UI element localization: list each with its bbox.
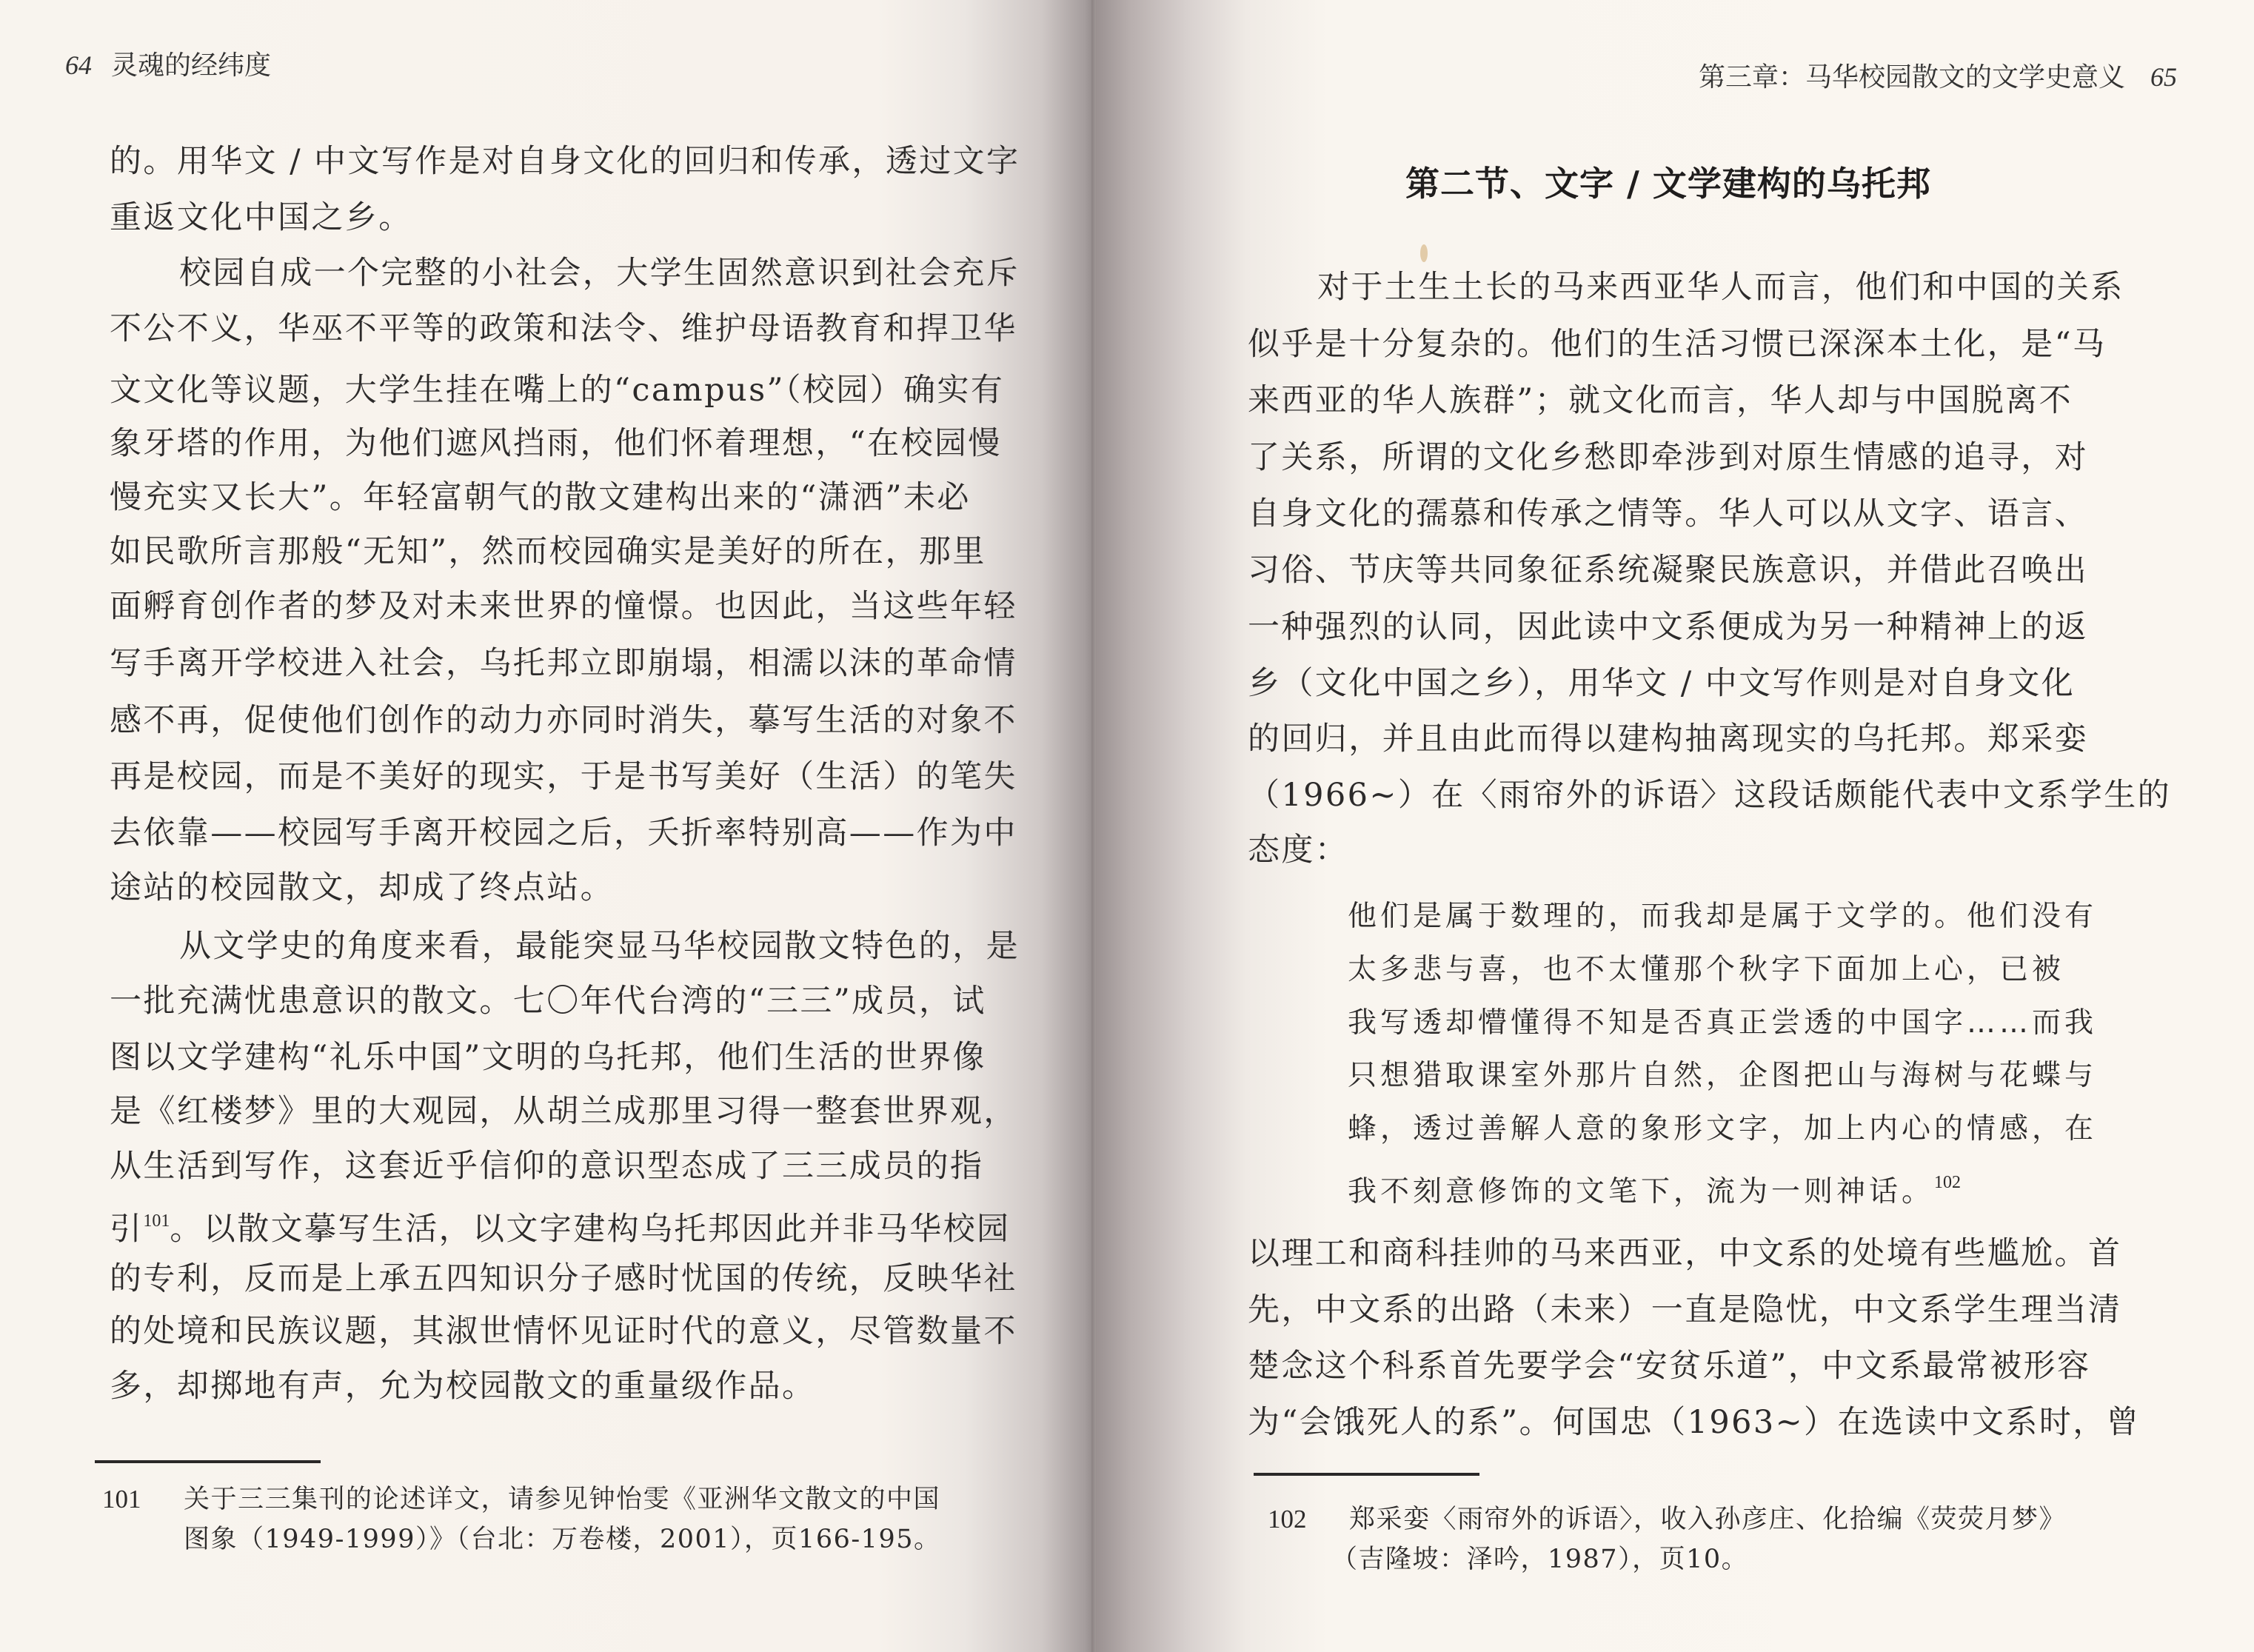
body-line: 写手离开学校进入社会，乌托邦立即崩塌，相濡以沫的革命情	[110, 645, 1017, 682]
body-line: 校园自成一个完整的小社会，大学生固然意识到社会充斥	[179, 255, 1020, 292]
footnote-text: 郑采娈〈雨帘外的诉语〉，收入孙彦庄、化拾编《荧荧月梦》	[1349, 1505, 2067, 1534]
running-head-left	[65, 44, 271, 82]
body-line: 了关系，所谓的文化乡愁即牵涉到对原生情感的追寻，对	[1248, 439, 2088, 476]
line-text: 。以散文摹写生活，以文字建构乌托邦因此并非马华校园	[170, 1211, 1011, 1248]
footnote-ref-101[interactable]: 101	[143, 1211, 170, 1231]
quote-line: 蜂，透过善解人意的象形文字，加上内心的情感，在	[1348, 1112, 2098, 1146]
body-line: 习俗、节庆等共同象征系统凝聚民族意识，并借此召唤出	[1248, 552, 2088, 589]
footnote-number: 101	[102, 1485, 141, 1514]
body-line: 一批充满忧患意识的散文。七〇年代台湾的“三三”成员，试	[110, 983, 986, 1020]
body-line: 的回归，并且由此而得以建构抽离现实的乌托邦。郑采娈	[1248, 720, 2088, 758]
quote-line: 他们是属于数理的，而我却是属于文学的。他们没有	[1348, 900, 2098, 933]
body-line: 的。用华文 / 中文写作是对自身文化的回归和传承，透过文字	[110, 143, 1020, 180]
right-page	[1096, 0, 2254, 1652]
body-line: 的专利，反而是上承五四知识分子感时忧国的传统，反映华社	[110, 1260, 1017, 1297]
book-title: 灵魂的经纬度	[111, 50, 272, 81]
body-line: 如民歌所言那般“无知”，然而校园确实是美好的所在，那里	[110, 533, 986, 570]
footnote-text: 关于三三集刊的论述详文，请参见钟怡雯《亚洲华文散文的中国	[184, 1485, 941, 1514]
body-line: 从文学史的角度来看，最能突显马华校园散文特色的，是	[179, 928, 1020, 965]
footnote-rule	[95, 1460, 321, 1463]
footnote-101-cont: 图象（1949-1999）》（台北：万卷楼，2001），页166-195。	[184, 1525, 941, 1554]
left-page	[0, 0, 1096, 1652]
quote-line: 太多悲与喜，也不太懂那个秋字下面加上心，已被	[1348, 953, 2065, 986]
body-line: 来西亚的华人族群”；就文化而言，华人却与中国脱离不	[1248, 382, 2073, 419]
paper-stain	[1420, 244, 1428, 262]
body-line: 是《红楼梦》里的大观园，从胡兰成那里习得一整套世界观，	[110, 1093, 1017, 1130]
footnote-rule	[1254, 1473, 1479, 1476]
body-line: 为“会饿死人的系”。何国忠（1963~）在选读中文系时，曾	[1248, 1404, 2141, 1441]
body-line: 乡（文化中国之乡），用华文 / 中文写作则是对自身文化	[1248, 665, 2076, 702]
body-line: 途站的校园散文，却成了终点站。	[110, 869, 614, 906]
footnote-102-cont: （吉隆坡：泽吟，1987），页10。	[1331, 1545, 1749, 1574]
quote-line	[1348, 1162, 1961, 1213]
body-line: 先，中文系的出路（未来）一直是隐忧，中文系学生理当清	[1248, 1291, 2122, 1328]
chapter-title: 第三章：马华校园散文的文学史意义	[1698, 62, 2125, 93]
line-text: 引	[110, 1211, 144, 1248]
footnote-101	[102, 1481, 940, 1518]
body-line: 自身文化的孺慕和传承之情等。华人可以从文字、语言、	[1248, 495, 2088, 532]
body-line	[110, 1200, 1010, 1250]
body-line: 文文化等议题，大学生挂在嘴上的“campus”（校园）确实有	[110, 372, 1005, 409]
page-number: 64	[65, 50, 92, 80]
body-line: 似乎是十分复杂的。他们的生活习惯已深深本土化，是“马	[1248, 326, 2107, 363]
body-line: 一种强烈的认同，因此读中文系便成为另一种精神上的返	[1248, 609, 2088, 646]
body-line: 不公不义，华巫不平等的政策和法令、维护母语教育和捍卫华	[110, 310, 1017, 347]
body-line: 慢充实又长大”。年轻富朝气的散文建构出来的“潇洒”未必	[110, 479, 971, 516]
body-line: 的处境和民族议题，其淑世情怀见证时代的意义，尽管数量不	[110, 1313, 1017, 1350]
body-line: 从生活到写作，这套近乎信仰的意识型态成了三三成员的指	[110, 1148, 984, 1185]
body-line: 楚念这个科系首先要学会“安贫乐道”，中文系最常被形容	[1248, 1348, 2091, 1385]
running-head-right	[1699, 56, 2177, 94]
body-line: 面孵育创作者的梦及对未来世界的憧憬。也因此，当这些年轻	[110, 588, 1017, 625]
body-line: 去依靠——校园写手离开校园之后，夭折率特别高——作为中	[110, 815, 1017, 852]
body-line: 图以文学建构“礼乐中国”文明的乌托邦，他们生活的世界像	[110, 1039, 986, 1076]
footnote-number: 102	[1268, 1505, 1307, 1534]
body-line: 再是校园，而是不美好的现实，于是书写美好（生活）的笔失	[110, 758, 1017, 795]
body-line: 态度：	[1248, 832, 1349, 869]
body-line: 对于土生土长的马来西亚华人而言，他们和中国的关系	[1317, 269, 2124, 306]
quote-line: 我写透却懵懂得不知是否真正尝透的中国字……而我	[1348, 1006, 2098, 1040]
body-line: 多，却掷地有声，允为校园散文的重量级作品。	[110, 1368, 816, 1405]
body-line: 重返文化中国之乡。	[110, 199, 412, 236]
body-line: 感不再，促使他们创作的动力亦同时消失，摹写生活的对象不	[110, 702, 1017, 739]
page-number: 65	[2150, 62, 2177, 92]
footnote-ref-102[interactable]: 102	[1934, 1173, 1962, 1192]
quote-line: 只想猎取课室外那片自然，企图把山与海树与花蝶与	[1348, 1059, 2098, 1092]
section-title: 第二节、文字 / 文学建构的乌托邦	[1405, 164, 1931, 204]
body-line: 以理工和商科挂帅的马来西亚，中文系的处境有些尴尬。首	[1248, 1235, 2122, 1272]
footnote-102	[1268, 1501, 2066, 1538]
line-text: 我不刻意修饰的文笔下，流为一则神话。	[1348, 1175, 1935, 1208]
body-line: 象牙塔的作用，为他们遮风挡雨，他们怀着理想，“在校园慢	[110, 425, 1002, 462]
body-line: （1966~）在〈雨帘外的诉语〉这段话颇能代表中文系学生的	[1248, 777, 2172, 814]
